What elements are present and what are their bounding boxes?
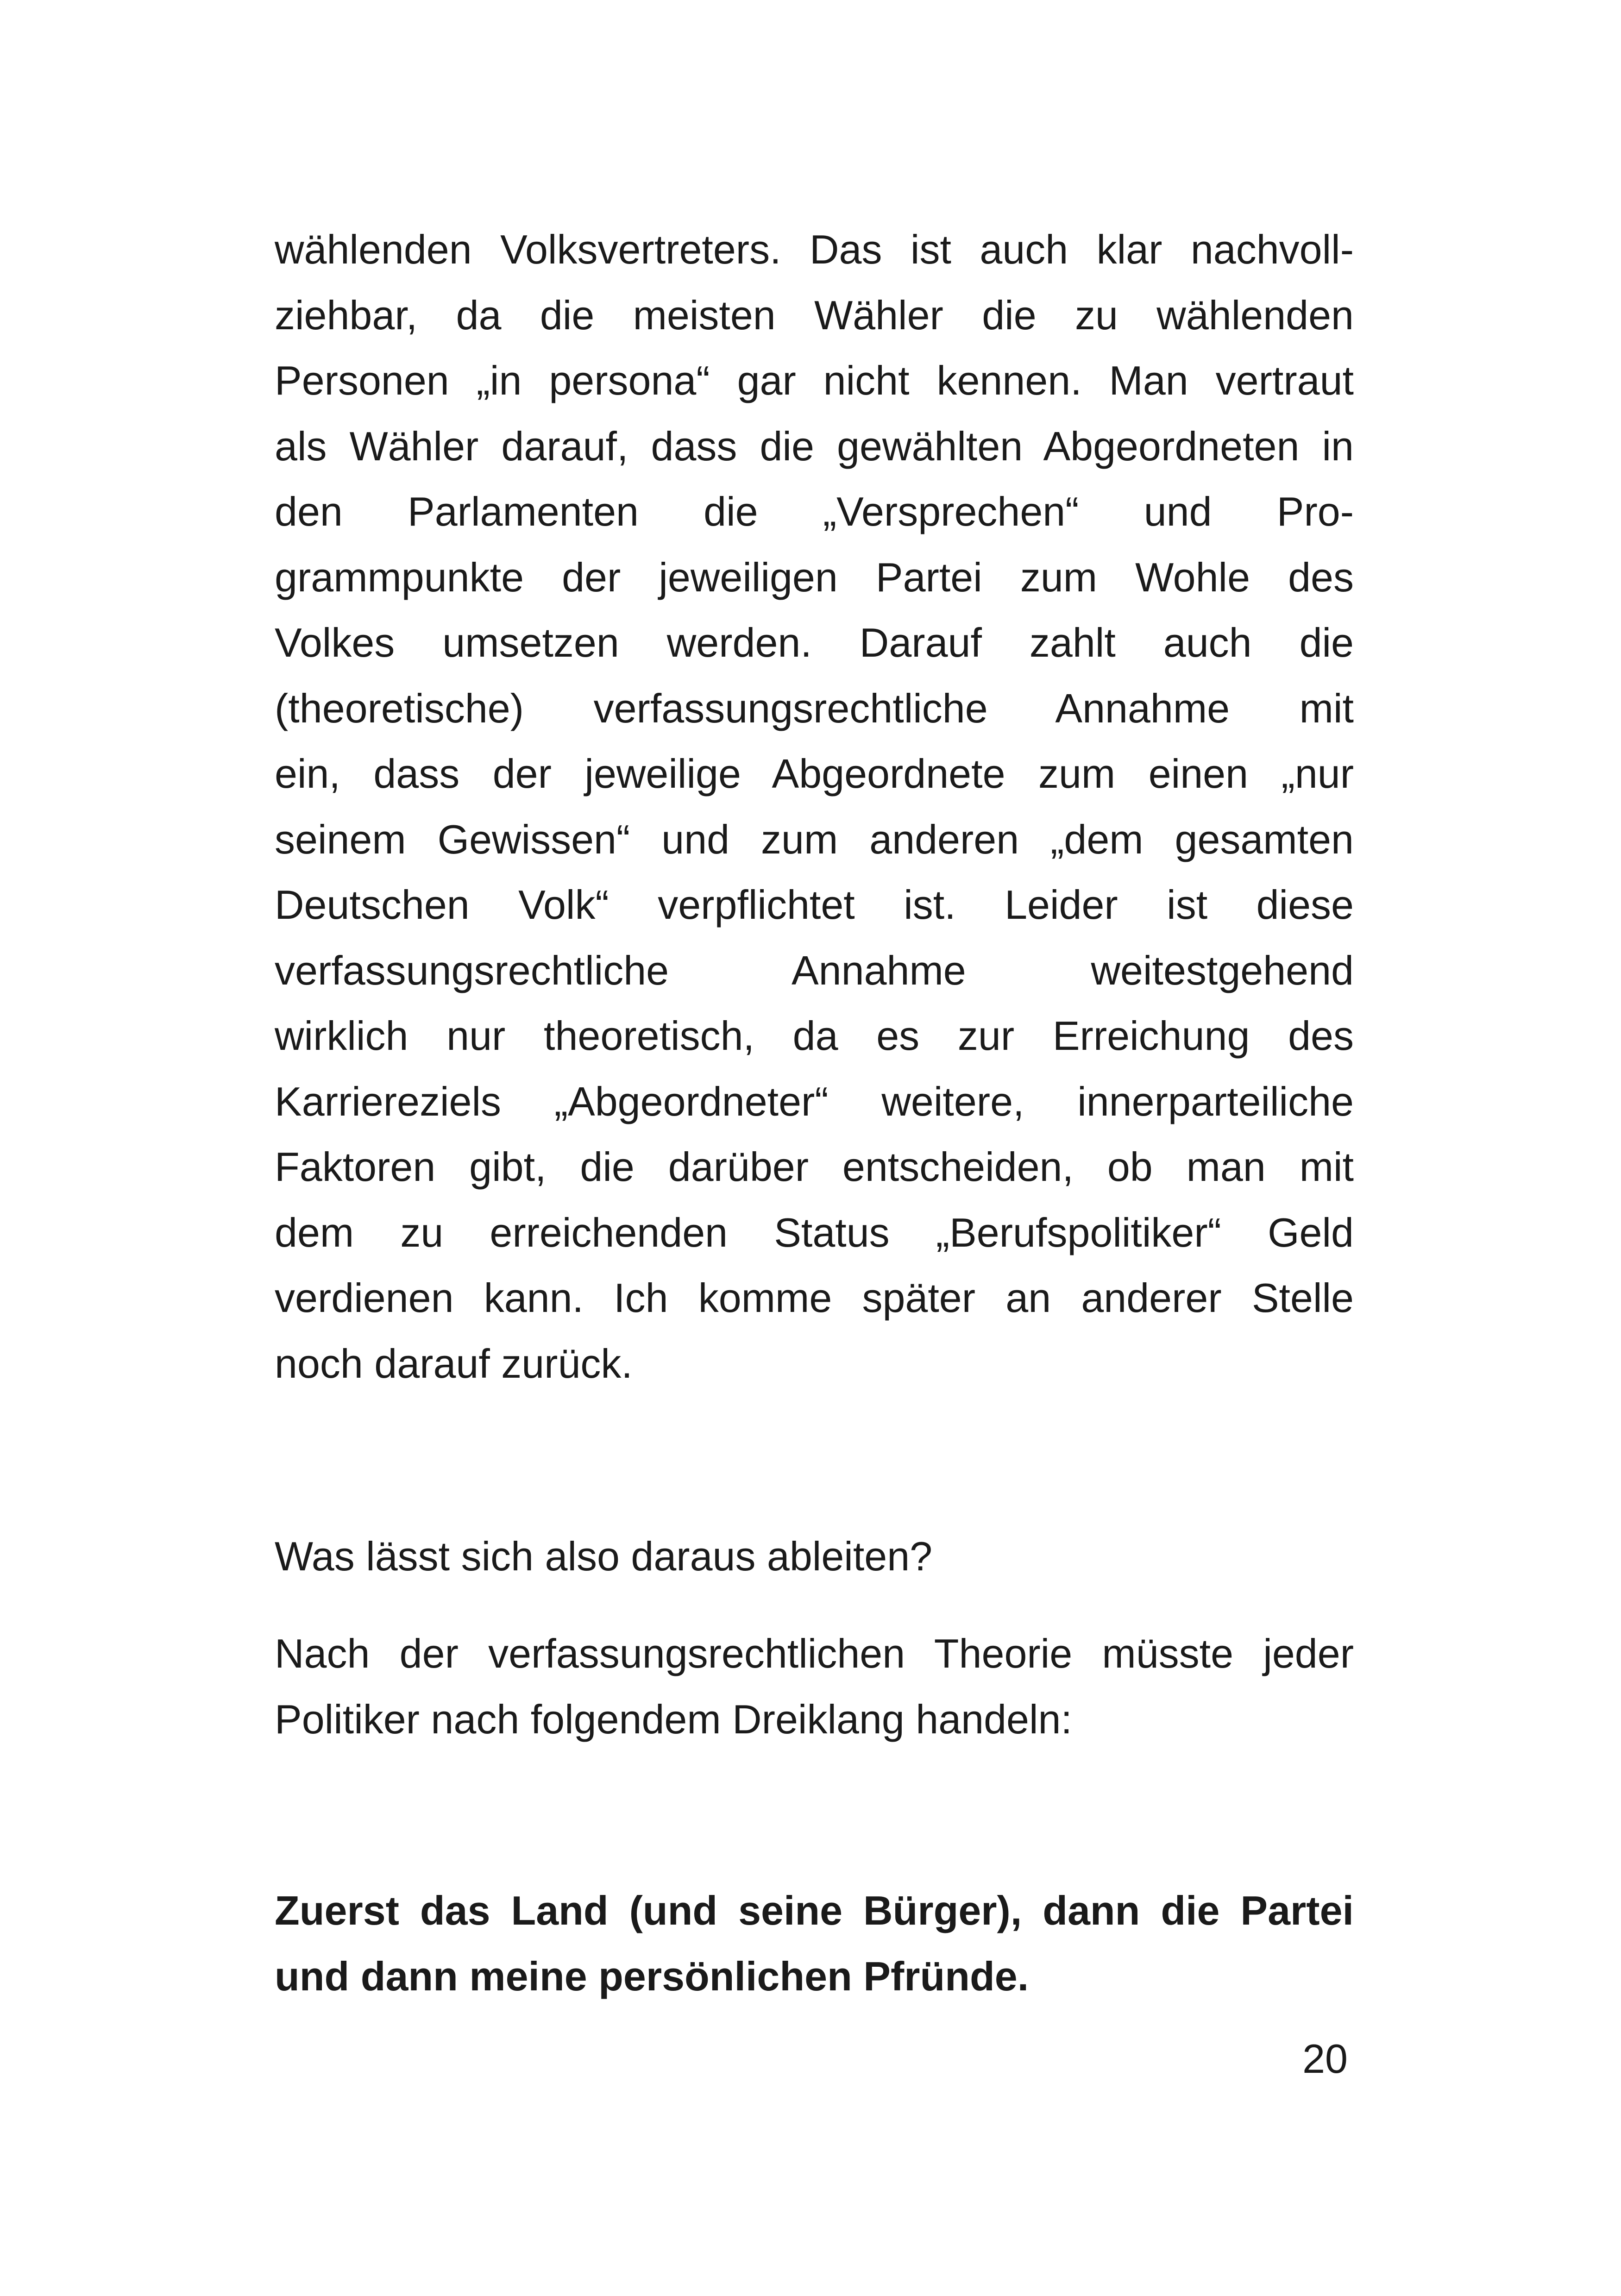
paragraph-line: Volkes umsetzen werden. Darauf zahlt auch die (275, 620, 1354, 665)
theory-line: Nach der verfassungsrechtlichen Theorie müsste jeder (275, 1631, 1354, 1676)
paragraph-line: den Parlamenten die „Versprechen“ und Pro- (275, 489, 1354, 534)
paragraph-line: wirklich nur theoretisch, da es zur Erreichung des (275, 1013, 1354, 1059)
paragraph-line: dem zu erreichenden Status „Berufspolitiker“ Geld (275, 1209, 1354, 1255)
paragraph-line: Karriereziels „Abgeordneter“ weitere, innerparteiliche (275, 1078, 1354, 1124)
paragraph-line: ziehbar, da die meisten Wähler die zu wählenden (275, 292, 1354, 338)
question-line: Was lässt sich also daraus ableiten? (275, 1533, 933, 1579)
paragraph-line: grammpunkte der jeweiligen Partei zum Wohle des (275, 554, 1354, 600)
question-paragraph (275, 1524, 1354, 1589)
theory-line: Politiker nach folgendem Dreiklang handeln: (275, 1696, 1072, 1742)
paragraph-line: Faktoren gibt, die darüber entscheiden, ob man mit (275, 1144, 1354, 1190)
page-number: 20 (1302, 2036, 1348, 2082)
motto-line: und dann meine persönlichen Pfründe. (275, 1953, 1029, 1999)
paragraph-line: Deutschen Volk“ verpflichtet ist. Leider ist diese (275, 882, 1354, 928)
paragraph-line: verfassungsrechtliche Annahme weitestgehend (275, 947, 1354, 993)
paragraph-line: verdienen kann. Ich komme später an anderer Stelle (275, 1275, 1354, 1321)
paragraph-line: wählenden Volksvertreters. Das ist auch klar nachvoll- (275, 226, 1354, 272)
theory-paragraph (275, 1621, 1354, 1752)
paragraph-line: (theoretische) verfassungsrechtliche Annahme mit (275, 685, 1354, 731)
paragraph-line: als Wähler darauf, dass die gewählten Abgeordneten in (275, 423, 1354, 469)
paragraph-line: ein, dass der jeweilige Abgeordnete zum einen „nur (275, 751, 1354, 797)
motto-line: Zuerst das Land (und seine Bürger), dann die Partei (275, 1888, 1354, 1933)
paragraph-line: noch darauf zurück. (275, 1340, 633, 1386)
paragraph-line: Personen „in persona“ gar nicht kennen. Man vertraut (275, 358, 1354, 403)
motto-paragraph (275, 1878, 1354, 2009)
paragraph-line: seinem Gewissen“ und zum anderen „dem gesamten (275, 816, 1354, 862)
body-paragraph (275, 217, 1354, 1396)
